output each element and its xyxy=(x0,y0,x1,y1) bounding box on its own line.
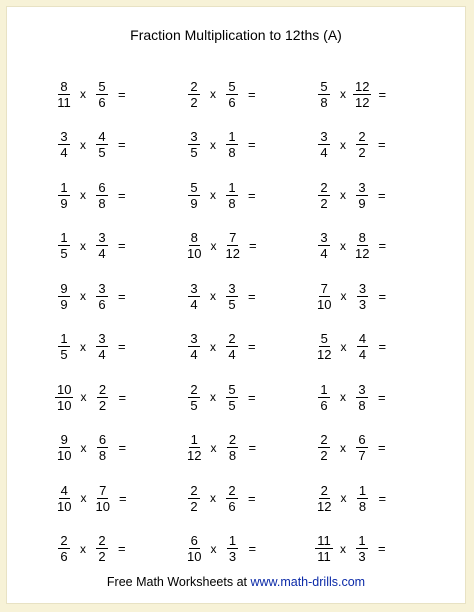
fraction-first xyxy=(315,230,333,261)
numerator: 2 xyxy=(228,331,236,347)
equals-sign: = xyxy=(378,389,386,405)
fraction-second xyxy=(93,483,111,514)
numerator: 1 xyxy=(60,331,68,347)
numerator: 3 xyxy=(190,331,198,347)
problem xyxy=(315,221,445,272)
denominator: 2 xyxy=(320,195,328,211)
multiply-sign: x xyxy=(340,238,346,253)
numerator: 1 xyxy=(228,179,236,195)
fraction-first xyxy=(185,382,203,413)
problem xyxy=(315,473,445,524)
denominator: 8 xyxy=(228,195,236,211)
fraction-first xyxy=(55,331,73,362)
denominator: 5 xyxy=(190,145,198,161)
equals-sign: = xyxy=(378,137,386,153)
denominator: 6 xyxy=(60,549,68,565)
fraction-first xyxy=(185,129,203,160)
denominator: 2 xyxy=(320,448,328,464)
denominator: 8 xyxy=(98,195,106,211)
numerator: 5 xyxy=(320,78,328,94)
multiply-sign: x xyxy=(210,289,216,304)
denominator: 10 xyxy=(57,397,72,413)
numerator: 7 xyxy=(229,230,237,246)
equals-sign: = xyxy=(378,288,387,304)
multiply-sign: x xyxy=(80,188,86,203)
multiply-sign: x xyxy=(210,491,216,506)
denominator: 12 xyxy=(355,94,370,110)
problem xyxy=(185,170,315,221)
multiply-sign: x xyxy=(80,87,86,102)
equals-sign: = xyxy=(118,339,126,355)
fraction-second xyxy=(223,331,241,362)
denominator: 4 xyxy=(190,347,198,363)
problem xyxy=(185,372,315,423)
numerator: 2 xyxy=(320,179,328,195)
multiply-sign: x xyxy=(80,440,87,455)
denominator: 10 xyxy=(187,549,202,565)
fraction-second xyxy=(223,281,241,312)
numerator: 3 xyxy=(228,280,236,296)
numerator: 3 xyxy=(358,280,367,296)
numerator: 10 xyxy=(57,381,72,397)
numerator: 6 xyxy=(190,533,198,549)
denominator: 4 xyxy=(98,246,106,262)
worksheet-title: Fraction Multiplication to 12ths (A) xyxy=(130,27,342,43)
denominator: 11 xyxy=(317,549,331,565)
denominator: 6 xyxy=(320,397,328,413)
multiply-sign: x xyxy=(340,339,347,354)
fraction-first xyxy=(185,180,203,211)
numerator: 3 xyxy=(190,280,198,296)
fraction-first xyxy=(185,483,203,514)
fraction-first xyxy=(185,230,203,261)
numerator: 2 xyxy=(320,432,328,448)
fraction-second xyxy=(223,180,241,211)
multiply-sign: x xyxy=(210,238,217,253)
equals-sign: = xyxy=(378,541,386,557)
multiply-sign: x xyxy=(80,491,87,506)
numerator: 6 xyxy=(98,179,106,195)
problem xyxy=(55,473,185,524)
fraction-second xyxy=(223,230,241,261)
fraction-second xyxy=(93,382,111,413)
problem xyxy=(315,271,445,322)
numerator: 2 xyxy=(98,533,106,549)
problem xyxy=(55,69,185,120)
numerator: 3 xyxy=(98,230,106,246)
multiply-sign: x xyxy=(340,541,346,556)
fraction-first xyxy=(315,382,333,413)
equals-sign: = xyxy=(378,187,386,203)
denominator: 6 xyxy=(228,94,236,110)
fraction-second xyxy=(93,180,111,211)
worksheet-page xyxy=(6,6,466,604)
numerator: 3 xyxy=(320,129,328,145)
numerator: 1 xyxy=(60,230,68,246)
numerator: 6 xyxy=(98,432,107,448)
numerator: 12 xyxy=(355,78,370,94)
equals-sign: = xyxy=(248,490,256,506)
problem xyxy=(185,271,315,322)
problem xyxy=(55,372,185,423)
equals-sign: = xyxy=(118,440,127,456)
multiply-sign: x xyxy=(340,137,346,152)
equals-sign: = xyxy=(378,238,387,254)
fraction-second xyxy=(353,180,371,211)
numerator: 1 xyxy=(358,533,366,549)
problem xyxy=(315,322,445,373)
fraction-first xyxy=(55,533,73,564)
fraction-first xyxy=(185,533,203,564)
numerator: 2 xyxy=(358,129,366,145)
denominator: 12 xyxy=(317,498,332,514)
fraction-second xyxy=(353,382,371,413)
equals-sign: = xyxy=(378,440,386,456)
numerator: 3 xyxy=(358,179,366,195)
denominator: 4 xyxy=(60,145,68,161)
denominator: 9 xyxy=(60,296,68,312)
fraction-first xyxy=(185,331,203,362)
fraction-second xyxy=(223,483,241,514)
denominator: 8 xyxy=(228,448,237,464)
denominator: 6 xyxy=(228,498,236,514)
multiply-sign: x xyxy=(340,289,347,304)
denominator: 7 xyxy=(358,448,366,464)
numerator: 4 xyxy=(60,482,68,498)
fraction-first xyxy=(55,79,73,110)
fraction-first xyxy=(185,79,203,110)
fraction-second xyxy=(353,533,371,564)
multiply-sign: x xyxy=(340,390,346,405)
denominator: 9 xyxy=(60,195,68,211)
multiply-sign: x xyxy=(80,541,86,556)
fraction-second xyxy=(223,129,241,160)
fraction-second xyxy=(223,382,241,413)
denominator: 2 xyxy=(190,498,198,514)
fraction-second xyxy=(93,79,111,110)
fraction-second xyxy=(223,79,241,110)
fraction-second xyxy=(93,281,111,312)
numerator: 2 xyxy=(228,482,236,498)
problem xyxy=(55,221,185,272)
equals-sign: = xyxy=(248,389,256,405)
numerator: 3 xyxy=(320,230,328,246)
problem xyxy=(185,423,315,474)
numerator: 5 xyxy=(320,331,328,347)
problem xyxy=(55,271,185,322)
denominator: 10 xyxy=(187,246,202,262)
numerator: 8 xyxy=(190,230,198,246)
numerator: 11 xyxy=(317,533,331,549)
denominator: 8 xyxy=(320,94,328,110)
problem xyxy=(315,423,445,474)
denominator: 12 xyxy=(225,246,240,262)
problem xyxy=(315,69,445,120)
fraction-first xyxy=(315,129,333,160)
fraction-second xyxy=(353,129,371,160)
problem xyxy=(55,322,185,373)
problem xyxy=(55,120,185,171)
denominator: 8 xyxy=(358,397,366,413)
problem xyxy=(185,524,315,575)
equals-sign: = xyxy=(378,339,387,355)
fraction-second xyxy=(353,79,371,110)
denominator: 12 xyxy=(355,246,370,262)
denominator: 6 xyxy=(98,94,106,110)
equals-sign: = xyxy=(248,187,256,203)
problem xyxy=(185,473,315,524)
multiply-sign: x xyxy=(80,137,86,152)
numerator: 6 xyxy=(358,432,366,448)
problem xyxy=(185,221,315,272)
denominator: 10 xyxy=(317,296,332,312)
problem xyxy=(185,120,315,171)
multiply-sign: x xyxy=(210,440,217,455)
footer xyxy=(7,575,465,589)
fraction-first xyxy=(315,533,333,564)
numerator: 1 xyxy=(228,129,236,145)
fraction-second xyxy=(353,483,371,514)
fraction-first xyxy=(185,281,203,312)
equals-sign: = xyxy=(248,541,257,557)
numerator: 2 xyxy=(190,482,198,498)
numerator: 5 xyxy=(228,78,236,94)
denominator: 2 xyxy=(98,549,106,565)
fraction-second xyxy=(353,230,371,261)
numerator: 3 xyxy=(358,381,366,397)
multiply-sign: x xyxy=(210,188,216,203)
fraction-second xyxy=(93,432,111,463)
denominator: 8 xyxy=(98,448,107,464)
numerator: 3 xyxy=(98,280,106,296)
numerator: 2 xyxy=(190,381,198,397)
fraction-second xyxy=(93,230,111,261)
numerator: 1 xyxy=(320,381,328,397)
denominator: 4 xyxy=(358,347,367,363)
denominator: 11 xyxy=(57,94,71,110)
denominator: 10 xyxy=(57,498,72,514)
equals-sign: = xyxy=(248,86,256,102)
denominator: 12 xyxy=(187,448,202,464)
problem xyxy=(55,524,185,575)
numerator: 8 xyxy=(358,230,366,246)
numerator: 1 xyxy=(190,432,198,448)
denominator: 9 xyxy=(358,195,366,211)
fraction-second xyxy=(223,533,241,564)
fraction-second xyxy=(223,432,241,463)
multiply-sign: x xyxy=(80,289,86,304)
fraction-first xyxy=(315,281,333,312)
multiply-sign: x xyxy=(210,390,216,405)
denominator: 4 xyxy=(98,347,106,363)
multiply-sign: x xyxy=(340,440,346,455)
numerator: 7 xyxy=(320,280,328,296)
multiply-sign: x xyxy=(340,87,346,102)
denominator: 10 xyxy=(95,498,110,514)
numerator: 1 xyxy=(358,482,367,498)
denominator: 8 xyxy=(358,498,367,514)
numerator: 1 xyxy=(60,179,68,195)
equals-sign: = xyxy=(118,490,127,506)
numerator: 3 xyxy=(98,331,106,347)
equals-sign: = xyxy=(248,238,257,254)
fraction-second xyxy=(93,129,111,160)
fraction-second xyxy=(93,533,111,564)
denominator: 4 xyxy=(228,347,236,363)
multiply-sign: x xyxy=(80,339,86,354)
equals-sign: = xyxy=(248,137,256,153)
denominator: 4 xyxy=(320,246,328,262)
numerator: 8 xyxy=(60,78,68,94)
multiply-sign: x xyxy=(210,541,217,556)
denominator: 5 xyxy=(60,246,68,262)
equals-sign: = xyxy=(248,339,256,355)
equals-sign: = xyxy=(118,137,126,153)
multiply-sign: x xyxy=(340,491,347,506)
fraction-first xyxy=(315,432,333,463)
numerator: 2 xyxy=(320,482,328,498)
fraction-first xyxy=(315,79,333,110)
fraction-first xyxy=(315,331,333,362)
denominator: 12 xyxy=(317,347,332,363)
denominator: 8 xyxy=(228,145,236,161)
equals-sign: = xyxy=(118,288,126,304)
equals-sign: = xyxy=(378,86,387,102)
denominator: 3 xyxy=(228,549,237,565)
multiply-sign: x xyxy=(80,390,87,405)
denominator: 3 xyxy=(358,549,366,565)
problem xyxy=(185,69,315,120)
multiply-sign: x xyxy=(210,137,216,152)
fraction-second xyxy=(93,331,111,362)
denominator: 5 xyxy=(228,397,236,413)
multiply-sign: x xyxy=(210,87,216,102)
denominator: 2 xyxy=(358,145,366,161)
denominator: 10 xyxy=(57,448,72,464)
numerator: 5 xyxy=(228,381,236,397)
numerator: 2 xyxy=(98,381,107,397)
numerator: 5 xyxy=(190,179,198,195)
numerator: 2 xyxy=(228,432,237,448)
denominator: 5 xyxy=(60,347,68,363)
numerator: 3 xyxy=(190,129,198,145)
equals-sign: = xyxy=(118,187,126,203)
fraction-first xyxy=(55,230,73,261)
numerator: 4 xyxy=(98,129,106,145)
denominator: 5 xyxy=(190,397,198,413)
equals-sign: = xyxy=(118,389,127,405)
multiply-sign: x xyxy=(210,339,216,354)
equals-sign: = xyxy=(118,238,126,254)
numerator: 7 xyxy=(99,482,107,498)
fraction-first xyxy=(55,281,73,312)
problem xyxy=(315,170,445,221)
problem xyxy=(315,524,445,575)
denominator: 5 xyxy=(228,296,236,312)
equals-sign: = xyxy=(118,86,126,102)
denominator: 6 xyxy=(98,296,106,312)
fraction-first xyxy=(185,432,203,463)
numerator: 2 xyxy=(60,533,68,549)
fraction-first xyxy=(55,432,73,463)
fraction-first xyxy=(55,180,73,211)
problem xyxy=(55,423,185,474)
fraction-first xyxy=(55,483,73,514)
problem-grid xyxy=(55,69,445,574)
footer-text: Free Math Worksheets at xyxy=(106,575,251,589)
numerator: 3 xyxy=(60,129,68,145)
denominator: 9 xyxy=(190,195,198,211)
fraction-first xyxy=(315,180,333,211)
multiply-sign: x xyxy=(80,238,86,253)
denominator: 4 xyxy=(320,145,328,161)
numerator: 1 xyxy=(228,533,237,549)
numerator: 9 xyxy=(60,432,68,448)
denominator: 2 xyxy=(98,397,107,413)
denominator: 2 xyxy=(190,94,198,110)
problem xyxy=(55,170,185,221)
numerator: 4 xyxy=(358,331,367,347)
denominator: 5 xyxy=(98,145,106,161)
fraction-first xyxy=(315,483,333,514)
footer-link[interactable]: www.math-drills.com xyxy=(250,575,366,589)
problem xyxy=(315,372,445,423)
denominator: 3 xyxy=(358,296,367,312)
multiply-sign: x xyxy=(340,188,346,203)
numerator: 5 xyxy=(98,78,106,94)
fraction-second xyxy=(353,432,371,463)
equals-sign: = xyxy=(248,288,256,304)
numerator: 9 xyxy=(60,280,68,296)
fraction-second xyxy=(353,331,371,362)
equals-sign: = xyxy=(248,440,257,456)
fraction-second xyxy=(353,281,371,312)
numerator: 2 xyxy=(190,78,198,94)
equals-sign: = xyxy=(378,490,387,506)
fraction-first xyxy=(55,382,73,413)
problem xyxy=(185,322,315,373)
equals-sign: = xyxy=(118,541,126,557)
denominator: 4 xyxy=(190,296,198,312)
fraction-first xyxy=(55,129,73,160)
problem xyxy=(315,120,445,171)
